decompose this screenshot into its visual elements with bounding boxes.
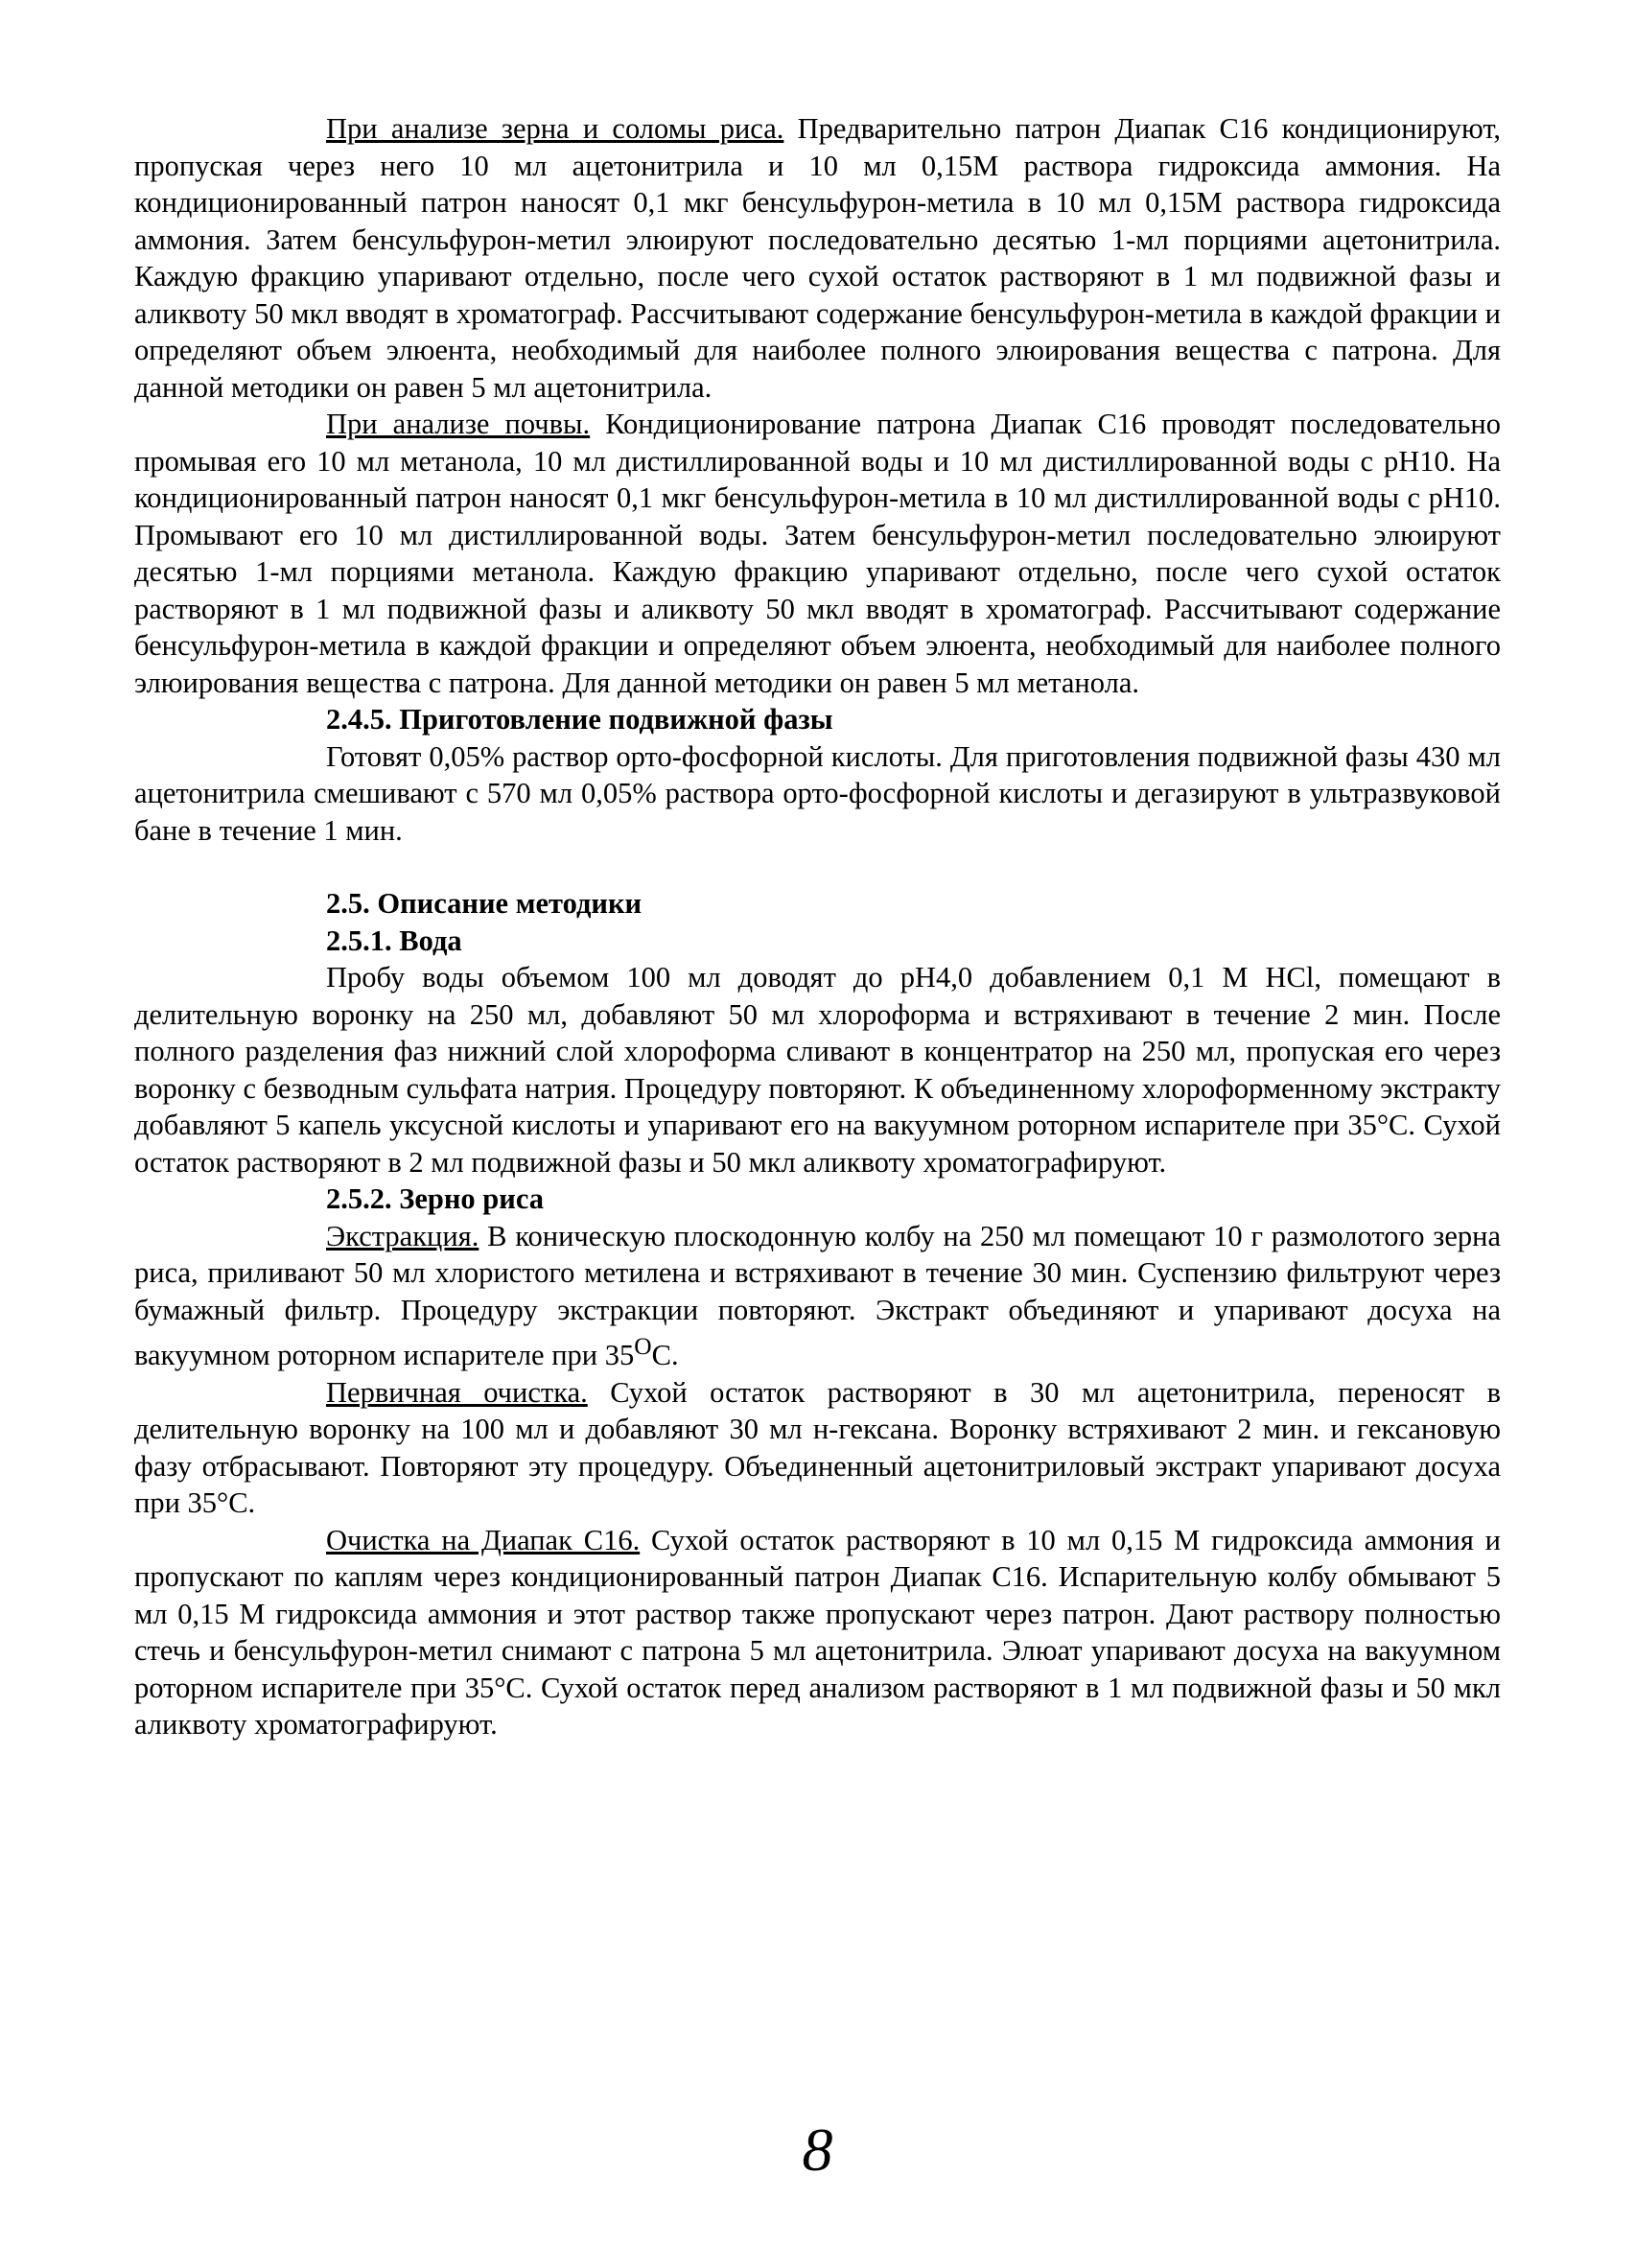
degree-superscript: O (634, 1333, 652, 1360)
paragraph-text: Кондиционирование патрона Диапак С16 проводят последовательно промывая его 10 мл метанола, 10 мл дистиллированной воды и 10 мл дистиллированной воды с рН10. На кондиционированный патрон наносят 0,1 мкг бенсульфурон-метила в 10 мл дистиллированной воды с рН10. Промывают его 10 мл дистиллированной воды. Затем бенсульфурон-метил последовательно элюируют десятью 1-мл порциями метанола. Каждую фракцию упаривают отдельно, после чего сухой остаток растворяют в 1 мл подвижной фазы и аликвоту 50 мкл вводят в хроматограф. Рассчитывают содержание бенсульфурон-метила в каждой фракции и определяют объем элюента, необходимый для наиболее полного элюирования вещества с патрона. Для данной методики он равен 5 мл метанола. (134, 408, 1501, 699)
paragraph-mobile-phase: Готовят 0,05% раствор орто-фосфорной кислоты. Для приготовления подвижной фазы 430 мл ацетонитрила смешивают с 570 мл 0,05% раствора орто-фосфорной кислоты и дегазируют в ультразвуковой бане в течение 1 мин. (134, 739, 1501, 847)
spacer (134, 849, 1501, 885)
paragraph-text: Сухой остаток растворяют в 10 мл 0,15 М гидроксида аммония и пропускают по каплям через кондиционированный патрон Диапак С16. Испарительную колбу обмывают 5 мл 0,15 М гидроксида аммония и этот раствор также пропускают через патрон. Дают раствору полностью стечь и бенсульфурон-метил снимают с патрона 5 мл ацетонитрила. Элюат упаривают досуха на вакуумном роторном испарителе при 35°С. Сухой остаток перед анализом растворяют в 1 мл подвижной фазы и 50 мкл аликвоту хроматографируют. (134, 1523, 1501, 1742)
section-heading-method: 2.5. Описание методики (326, 887, 642, 920)
section-heading-water: 2.5.1. Вода (326, 924, 462, 957)
subsection-label: При анализе зерна и соломы риса. (326, 112, 784, 145)
subsection-label: При анализе почвы. (326, 408, 591, 440)
section-heading-mobile-phase: 2.4.5. Приготовление подвижной фазы (326, 703, 833, 736)
document-page (134, 110, 1501, 1743)
paragraph-primary-cleanup (134, 1374, 1501, 1522)
paragraph-text: В коническую плоскодонную колбу на 250 мл помещают 10 г размолотого зерна риса, приливают 50 мл хлористого метилена и встряхивают в течение 30 мин. Суспензию фильтруют через бумажный фильтр. Процедуру экстракции повторяют. Экстракт объединяют и упаривают досуха на вакуумном роторном испарителе при 35 (134, 1219, 1501, 1372)
paragraph-rice-grain-straw (134, 110, 1501, 406)
paragraph-extraction (134, 1218, 1501, 1374)
section-heading-rice: 2.5.2. Зерно риса (326, 1182, 544, 1215)
subsection-label: Очистка на Диапак С16. (326, 1523, 641, 1556)
paragraph-diapak-cleanup (134, 1522, 1501, 1743)
subsection-label: Экстракция. (326, 1219, 479, 1252)
page-number: 8 (802, 2116, 833, 2184)
paragraph-water: Пробу воды объемом 100 мл доводят до рН4,0 добавлением 0,1 М HCl, помещают в делительную воронку на 250 мл, добавляют 50 мл хлороформа и встряхивают в течение 2 мин. После полного разделения фаз нижний слой хлороформа сливают в концентратор на 250 мл, пропуская его через воронку с безводным сульфата натрия. Процедуру повторяют. К объединенному хлороформенному экстракту добавляют 5 капель уксусной кислоты и упаривают его на вакуумном роторном испарителе при 35°С. Сухой остаток растворяют в 2 мл подвижной фазы и 50 мкл аликвоту хроматографируют. (134, 961, 1501, 1179)
paragraph-text: Сухой остаток растворяют в 30 мл ацетонитрила, переносят в делительную воронку на 100 мл и добавляют 30 мл н-гексана. Воронку встряхивают 2 мин. и гексановую фазу отбрасывают. Повторяют эту процедуру. Объединенный ацетонитриловый экстракт упаривают досуха при 35°С. (134, 1375, 1501, 1520)
paragraph-text: Предварительно патрон Диапак С16 кондиционируют, пропуская через него 10 мл ацетонитрила и 10 мл 0,15М раствора гидроксида аммония. На кондиционированный патрон наносят 0,1 мкг бенсульфурон-метила в 10 мл 0,15М раствора гидроксида аммония. Затем бенсульфурон-метил элюируют последовательно десятью 1-мл порциями ацетонитрила. Каждую фракцию упаривают отдельно, после чего сухой остаток растворяют в 1 мл подвижной фазы и аликвоту 50 мкл вводят в хроматограф. Рассчитывают содержание бенсульфурон-метила в каждой фракции и определяют объем элюента, необходимый для наиболее полного элюирования вещества с патрона. Для данной методики он равен 5 мл ацетонитрила. (134, 112, 1501, 404)
subsection-label: Первичная очистка. (326, 1375, 588, 1409)
paragraph-text-end: С. (651, 1339, 679, 1372)
paragraph-soil (134, 406, 1501, 701)
